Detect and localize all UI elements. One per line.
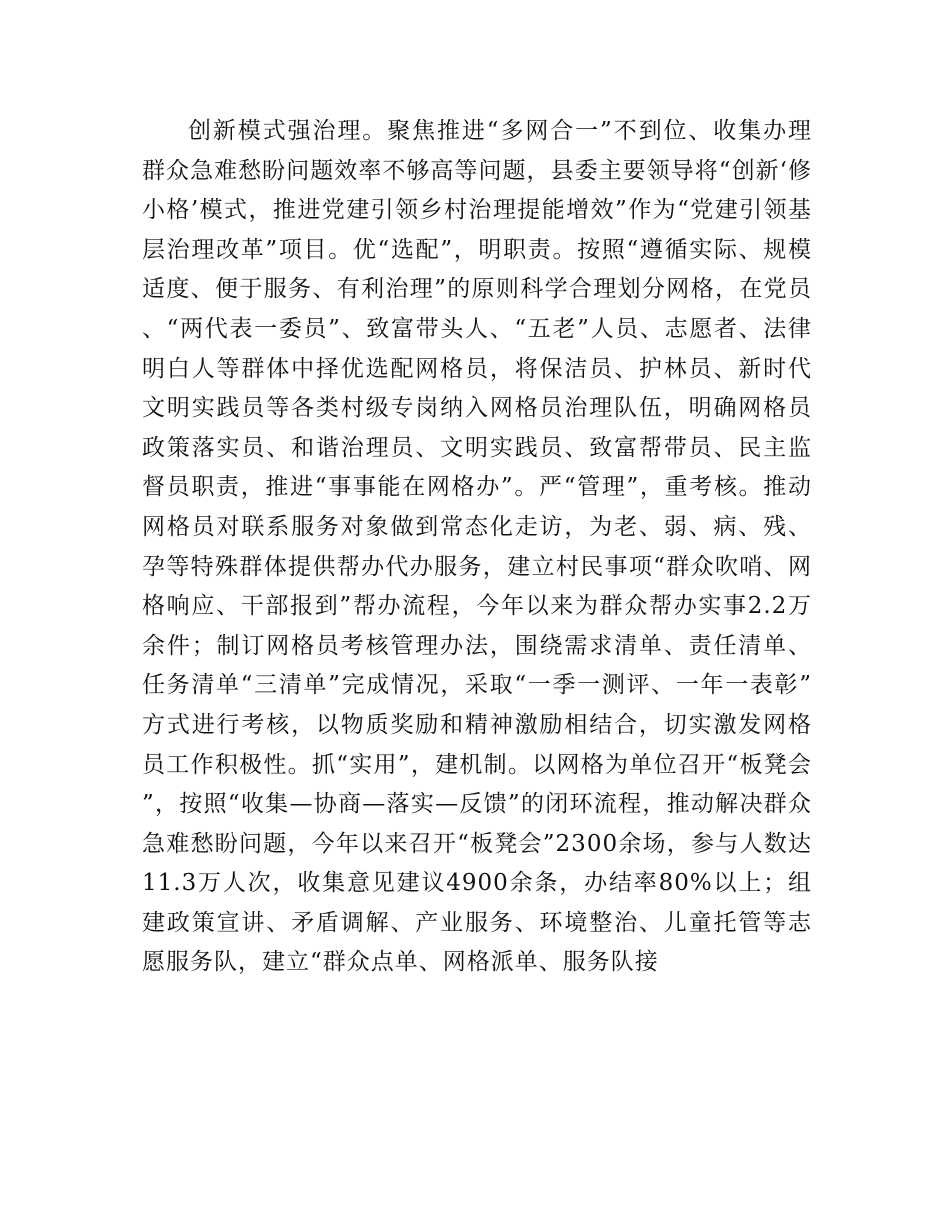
body-paragraph: 创新模式强治理。聚焦推进“多网合一”不到位、收集办理群众急难愁盼问题效率不够高等问题，县委主要领导将“创新‘修小格’模式，推进党建引领乡村治理提能增效”作为“党建引领基层治理改革”项目。优“选配”，明职责。按照“遵循实际、规模适度、便于服务、有利治理”的原则科学合理划分网格，在党员、“两代表一委员”、致富带头人、“五老”人员、志愿者、法律明白人等群体中择优选配网格员，将保洁员、护林员、新时代文明实践员等各类村级专岗纳入网格员治理队伍，明确网格员政策落实员、和谐治理员、文明实践员、致富帮带员、民主监督员职责，推进“事事能在网格办”。严“管理”，重考核。推动网格员对联系服务对象做到常态化走访，为老、弱、病、残、孕等特殊群体提供帮办代办服务，建立村民事项“群众吹哨、网格响应、干部报到”帮办流程，今年以来为群众帮办实事2.2万余件；制订网格员考核管理办法，围绕需求清单、责任清单、任务清单“三清单”完成情况，采取“一季一测评、一年一表彰”方式进行考核，以物质奖励和精神激励相结合，切实激发网格员工作积极性。抓“实用”，建机制。以网格为单位召开“板凳会”，按照“收集—协商—落实—反馈”的闭环流程，推动解决群众急难愁盼问题，今年以来召开“板凳会”2300余场，参与人数达11.3万人次，收集意见建议4900余条，办结率80%以上；组建政策宣讲、矛盾调解、产业服务、环境整治、儿童托管等志愿服务队，建立“群众点单、网格派单、服务队接	[142, 118, 812, 976]
